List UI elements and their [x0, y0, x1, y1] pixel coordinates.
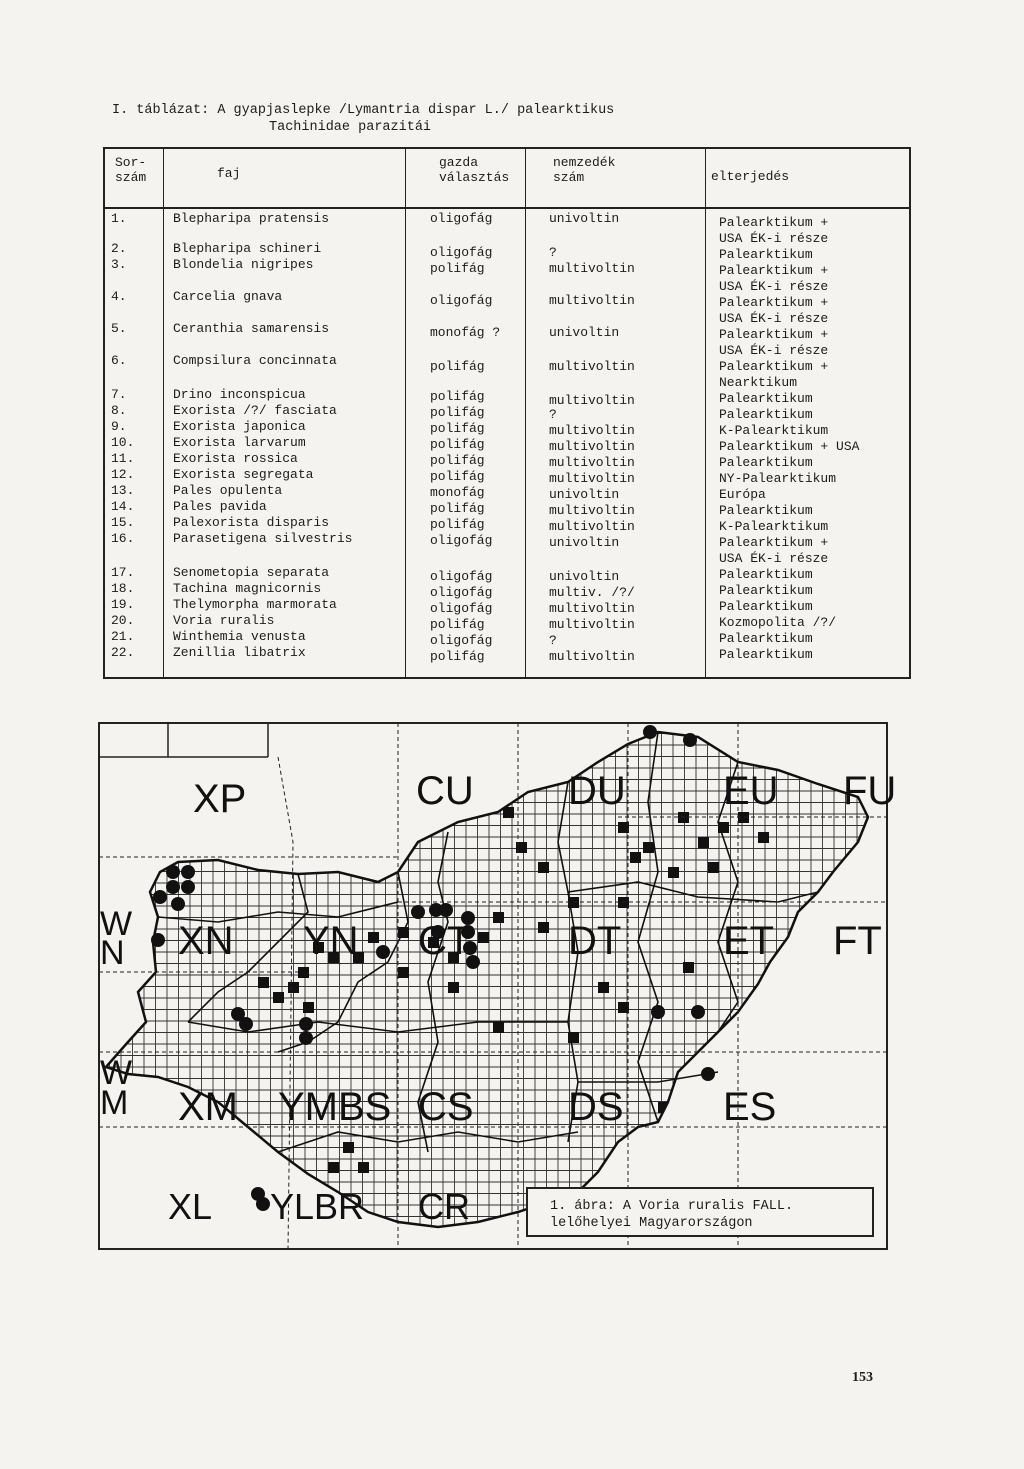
species-cell: Exorista /?/ fasciata [173, 403, 337, 418]
gen-cell: multivoltin [549, 423, 635, 438]
numbers-cell: 10. [111, 435, 135, 450]
numbers-cell: 5. [111, 321, 127, 336]
table-caption [112, 102, 614, 136]
record-dot [299, 1017, 313, 1031]
dist-cell: Palearktikum [719, 631, 813, 646]
dist-cell: Palearktikum [719, 583, 813, 598]
numbers-cell: 4. [111, 289, 127, 304]
dist-cell: Palearktikum + [719, 359, 829, 374]
grid-label: ET [723, 919, 775, 963]
record-square [643, 842, 654, 853]
species-cell: Pales opulenta [173, 483, 283, 498]
grid-label: CU [416, 769, 474, 813]
host-cell: oligofág [430, 633, 493, 648]
species-cell: Exorista larvarum [173, 435, 306, 450]
grid-label: FT [833, 919, 882, 963]
species-cell: Blepharipa pratensis [173, 211, 330, 226]
caption-line-2: Tachinidae parazitái [269, 120, 432, 135]
record-dot [181, 865, 195, 879]
gen-cell: univoltin [549, 535, 620, 550]
numbers-cell: 17. [111, 565, 135, 580]
host-cell: polifág [430, 649, 485, 664]
numbers-cell: 11. [111, 451, 135, 466]
dist-cell: Palearktikum [719, 503, 813, 518]
record-square [343, 1142, 354, 1153]
grid-label: XM [178, 1085, 238, 1129]
record-square [368, 932, 379, 943]
dist-cell: Palearktikum [719, 407, 813, 422]
dist-cell: Palearktikum [719, 247, 813, 262]
header-host: gazda választás [439, 155, 510, 185]
host-cell: polifág [430, 617, 485, 632]
species-cell: Exorista segregata [173, 467, 314, 482]
record-square [478, 932, 489, 943]
numbers-cell: 16. [111, 531, 135, 546]
dist-cell: USA ÉK-i része [719, 551, 829, 566]
record-dot [411, 905, 425, 919]
record-square [630, 852, 641, 863]
host-cell: polifág [430, 359, 485, 374]
numbers-cell: 6. [111, 353, 127, 368]
record-square [698, 837, 709, 848]
parasite-table [103, 147, 911, 679]
host-cell: oligofág [430, 533, 493, 548]
header-generation: nemzedék szám [553, 155, 616, 185]
host-cell: oligofág [430, 293, 493, 308]
dist-cell: Palearktikum + USA [719, 439, 860, 454]
record-dot [171, 897, 185, 911]
dist-cell: Palearktikum [719, 455, 813, 470]
record-square [493, 912, 504, 923]
record-dot [153, 890, 167, 904]
numbers-cell: 7. [111, 387, 127, 402]
dist-cell: Palearktikum + [719, 535, 829, 550]
host-cell: polifág [430, 405, 485, 420]
dist-cell: USA ÉK-i része [719, 311, 829, 326]
species-cell: Senometopia separata [173, 565, 330, 580]
figure-caption-line-1: 1. ábra: A Voria ruralis FALL. [550, 1199, 794, 1214]
numbers-cell: 9. [111, 419, 127, 434]
dist-cell: Palearktikum + [719, 263, 829, 278]
record-dot [166, 880, 180, 894]
record-square [668, 867, 679, 878]
table-header [105, 149, 909, 209]
record-square [358, 1162, 369, 1173]
grid-label: CS [418, 1085, 474, 1129]
species-cell: Winthemia venusta [173, 629, 306, 644]
gen-cell: multivoltin [549, 293, 635, 308]
figure-caption-line-2: lelőhelyei Magyarországon [550, 1216, 753, 1231]
species-cell: Exorista rossica [173, 451, 298, 466]
county-border [568, 882, 818, 902]
host-cell: oligofág [430, 569, 493, 584]
gen-cell: multivoltin [549, 617, 635, 632]
host-cell: oligofág [430, 601, 493, 616]
gen-cell: univoltin [549, 211, 620, 226]
species-cell: Exorista japonica [173, 419, 306, 434]
grid-label: CR [418, 1186, 470, 1227]
grid-label: FU [843, 769, 897, 813]
species-cell: Palexorista disparis [173, 515, 330, 530]
species-cell: Blondelia nigripes [173, 257, 314, 272]
dist-cell: Palearktikum + [719, 215, 829, 230]
record-square [258, 977, 269, 988]
header-number: Sor- szám [115, 155, 147, 185]
gen-cell: multivoltin [549, 519, 635, 534]
gen-cell: multivoltin [549, 439, 635, 454]
grid-label: XL [168, 1186, 213, 1227]
record-square [618, 1002, 629, 1013]
county-border [638, 732, 658, 1122]
record-square [618, 822, 629, 833]
record-square [683, 962, 694, 973]
gen-cell: multivoltin [549, 359, 635, 374]
gen-cell: multivoltin [549, 503, 635, 518]
column-divider [405, 149, 406, 677]
record-dot [683, 733, 697, 747]
grid-label: YLBR [270, 1186, 365, 1227]
numbers-cell: 3. [111, 257, 127, 272]
record-square [708, 862, 719, 873]
numbers-cell: 12. [111, 467, 135, 482]
species-cell: Parasetigena silvestris [173, 531, 353, 546]
record-dot [691, 1005, 705, 1019]
gen-cell: ? [549, 407, 557, 422]
dist-cell: K-Palearktikum [719, 519, 829, 534]
dist-cell: Palearktikum + [719, 295, 829, 310]
host-cell: polifág [430, 469, 485, 484]
record-square [448, 982, 459, 993]
record-dot [701, 1067, 715, 1081]
grid-label: N [100, 934, 125, 972]
grid-label: YMBS [278, 1085, 392, 1129]
gen-cell: univoltin [549, 487, 620, 502]
gen-cell: multivoltin [549, 455, 635, 470]
record-square [758, 832, 769, 843]
numbers-cell: 20. [111, 613, 135, 628]
grid-label: ES [723, 1085, 777, 1129]
species-cell: Carcelia gnava [173, 289, 283, 304]
grid-label: W [100, 905, 133, 943]
species-cell: Ceranthia samarensis [173, 321, 330, 336]
record-square [273, 992, 284, 1003]
caption-line-1: I. táblázat: A gyapjaslepke /Lymantria dispar L./ palearktikus [112, 103, 615, 118]
record-dot [643, 725, 657, 739]
host-cell: polifág [430, 501, 485, 516]
numbers-cell: 8. [111, 403, 127, 418]
species-cell: Voria ruralis [173, 613, 275, 628]
numbers-cell: 18. [111, 581, 135, 596]
record-square [328, 1162, 339, 1173]
gen-cell: multiv. /?/ [549, 585, 635, 600]
species-cell: Drino inconspicua [173, 387, 306, 402]
dist-cell: Palearktikum [719, 647, 813, 662]
column-divider [525, 149, 526, 677]
record-square [493, 1022, 504, 1033]
grid-label: EU [723, 769, 779, 813]
dist-cell: NY-Palearktikum [719, 471, 837, 486]
grid-label: M [100, 1084, 129, 1122]
dist-cell: Palearktikum + [719, 327, 829, 342]
grid-label: YN [303, 919, 359, 963]
record-square [303, 1002, 314, 1013]
figure-caption [526, 1187, 874, 1237]
species-cell: Zenillia libatrix [173, 645, 306, 660]
record-dot [651, 1005, 665, 1019]
species-cell: Compsilura concinnata [173, 353, 337, 368]
dist-cell: Palearktikum [719, 567, 813, 582]
county-border [578, 1072, 718, 1082]
zone-line [278, 757, 293, 1250]
numbers-cell: 2. [111, 241, 127, 256]
record-square [298, 967, 309, 978]
gen-cell: ? [549, 245, 557, 260]
record-dot [256, 1197, 270, 1211]
record-square [398, 967, 409, 978]
numbers-cell: 22. [111, 645, 135, 660]
host-cell: polifág [430, 421, 485, 436]
host-cell: polifág [430, 437, 485, 452]
gen-cell: multivoltin [549, 393, 635, 408]
numbers-cell: 14. [111, 499, 135, 514]
dist-cell: USA ÉK-i része [719, 231, 829, 246]
species-cell: Tachina magnicornis [173, 581, 322, 596]
grid-label: DU [568, 769, 626, 813]
dist-cell: Európa [719, 487, 766, 502]
dist-cell: USA ÉK-i része [719, 279, 829, 294]
grid-label: XP [193, 777, 247, 821]
gen-cell: multivoltin [549, 601, 635, 616]
gen-cell: multivoltin [549, 471, 635, 486]
host-cell: oligofág [430, 211, 493, 226]
dist-cell: Palearktikum [719, 391, 813, 406]
dist-cell: Kozmopolita /?/ [719, 615, 837, 630]
species-cell: Thelymorpha marmorata [173, 597, 337, 612]
grid-label: CT [418, 919, 472, 963]
distribution-map [98, 722, 897, 1250]
host-cell: monofág [430, 485, 485, 500]
numbers-cell: 15. [111, 515, 135, 530]
host-cell: polifág [430, 261, 485, 276]
record-dot [239, 1017, 253, 1031]
record-dot [299, 1031, 313, 1045]
record-dot [376, 945, 390, 959]
header-distribution: elterjedés [711, 169, 790, 184]
grid-label: W [100, 1054, 133, 1092]
record-dot [439, 903, 453, 917]
gen-cell: ? [549, 633, 557, 648]
numbers-cell: 1. [111, 211, 127, 226]
record-square [538, 922, 549, 933]
record-dot [151, 933, 165, 947]
column-divider [163, 149, 164, 677]
host-cell: monofág ? [430, 325, 501, 340]
hungary-grid-map [98, 722, 897, 1250]
host-cell: polifág [430, 453, 485, 468]
gen-cell: univoltin [549, 325, 620, 340]
gen-cell: multivoltin [549, 649, 635, 664]
species-cell: Pales pavida [173, 499, 267, 514]
record-dot [181, 880, 195, 894]
species-cell: Blepharipa schineri [173, 241, 322, 256]
dist-cell: K-Palearktikum [719, 423, 829, 438]
grid-label: DT [568, 919, 622, 963]
numbers-cell: 13. [111, 483, 135, 498]
page-number: 153 [852, 1370, 873, 1385]
numbers-cell: 19. [111, 597, 135, 612]
record-square [288, 982, 299, 993]
record-dot [166, 865, 180, 879]
host-cell: oligofág [430, 585, 493, 600]
host-cell: polifág [430, 517, 485, 532]
gen-cell: univoltin [549, 569, 620, 584]
dist-cell: USA ÉK-i része [719, 343, 829, 358]
dist-cell: Nearktikum [719, 375, 798, 390]
header-species: faj [217, 166, 241, 181]
grid-label: DS [568, 1085, 624, 1129]
column-divider [705, 149, 706, 677]
dist-cell: Palearktikum [719, 599, 813, 614]
gen-cell: multivoltin [549, 261, 635, 276]
record-square [538, 862, 549, 873]
host-cell: polifág [430, 389, 485, 404]
numbers-cell: 21. [111, 629, 135, 644]
grid-label: XN [178, 919, 234, 963]
record-square [598, 982, 609, 993]
host-cell: oligofág [430, 245, 493, 260]
